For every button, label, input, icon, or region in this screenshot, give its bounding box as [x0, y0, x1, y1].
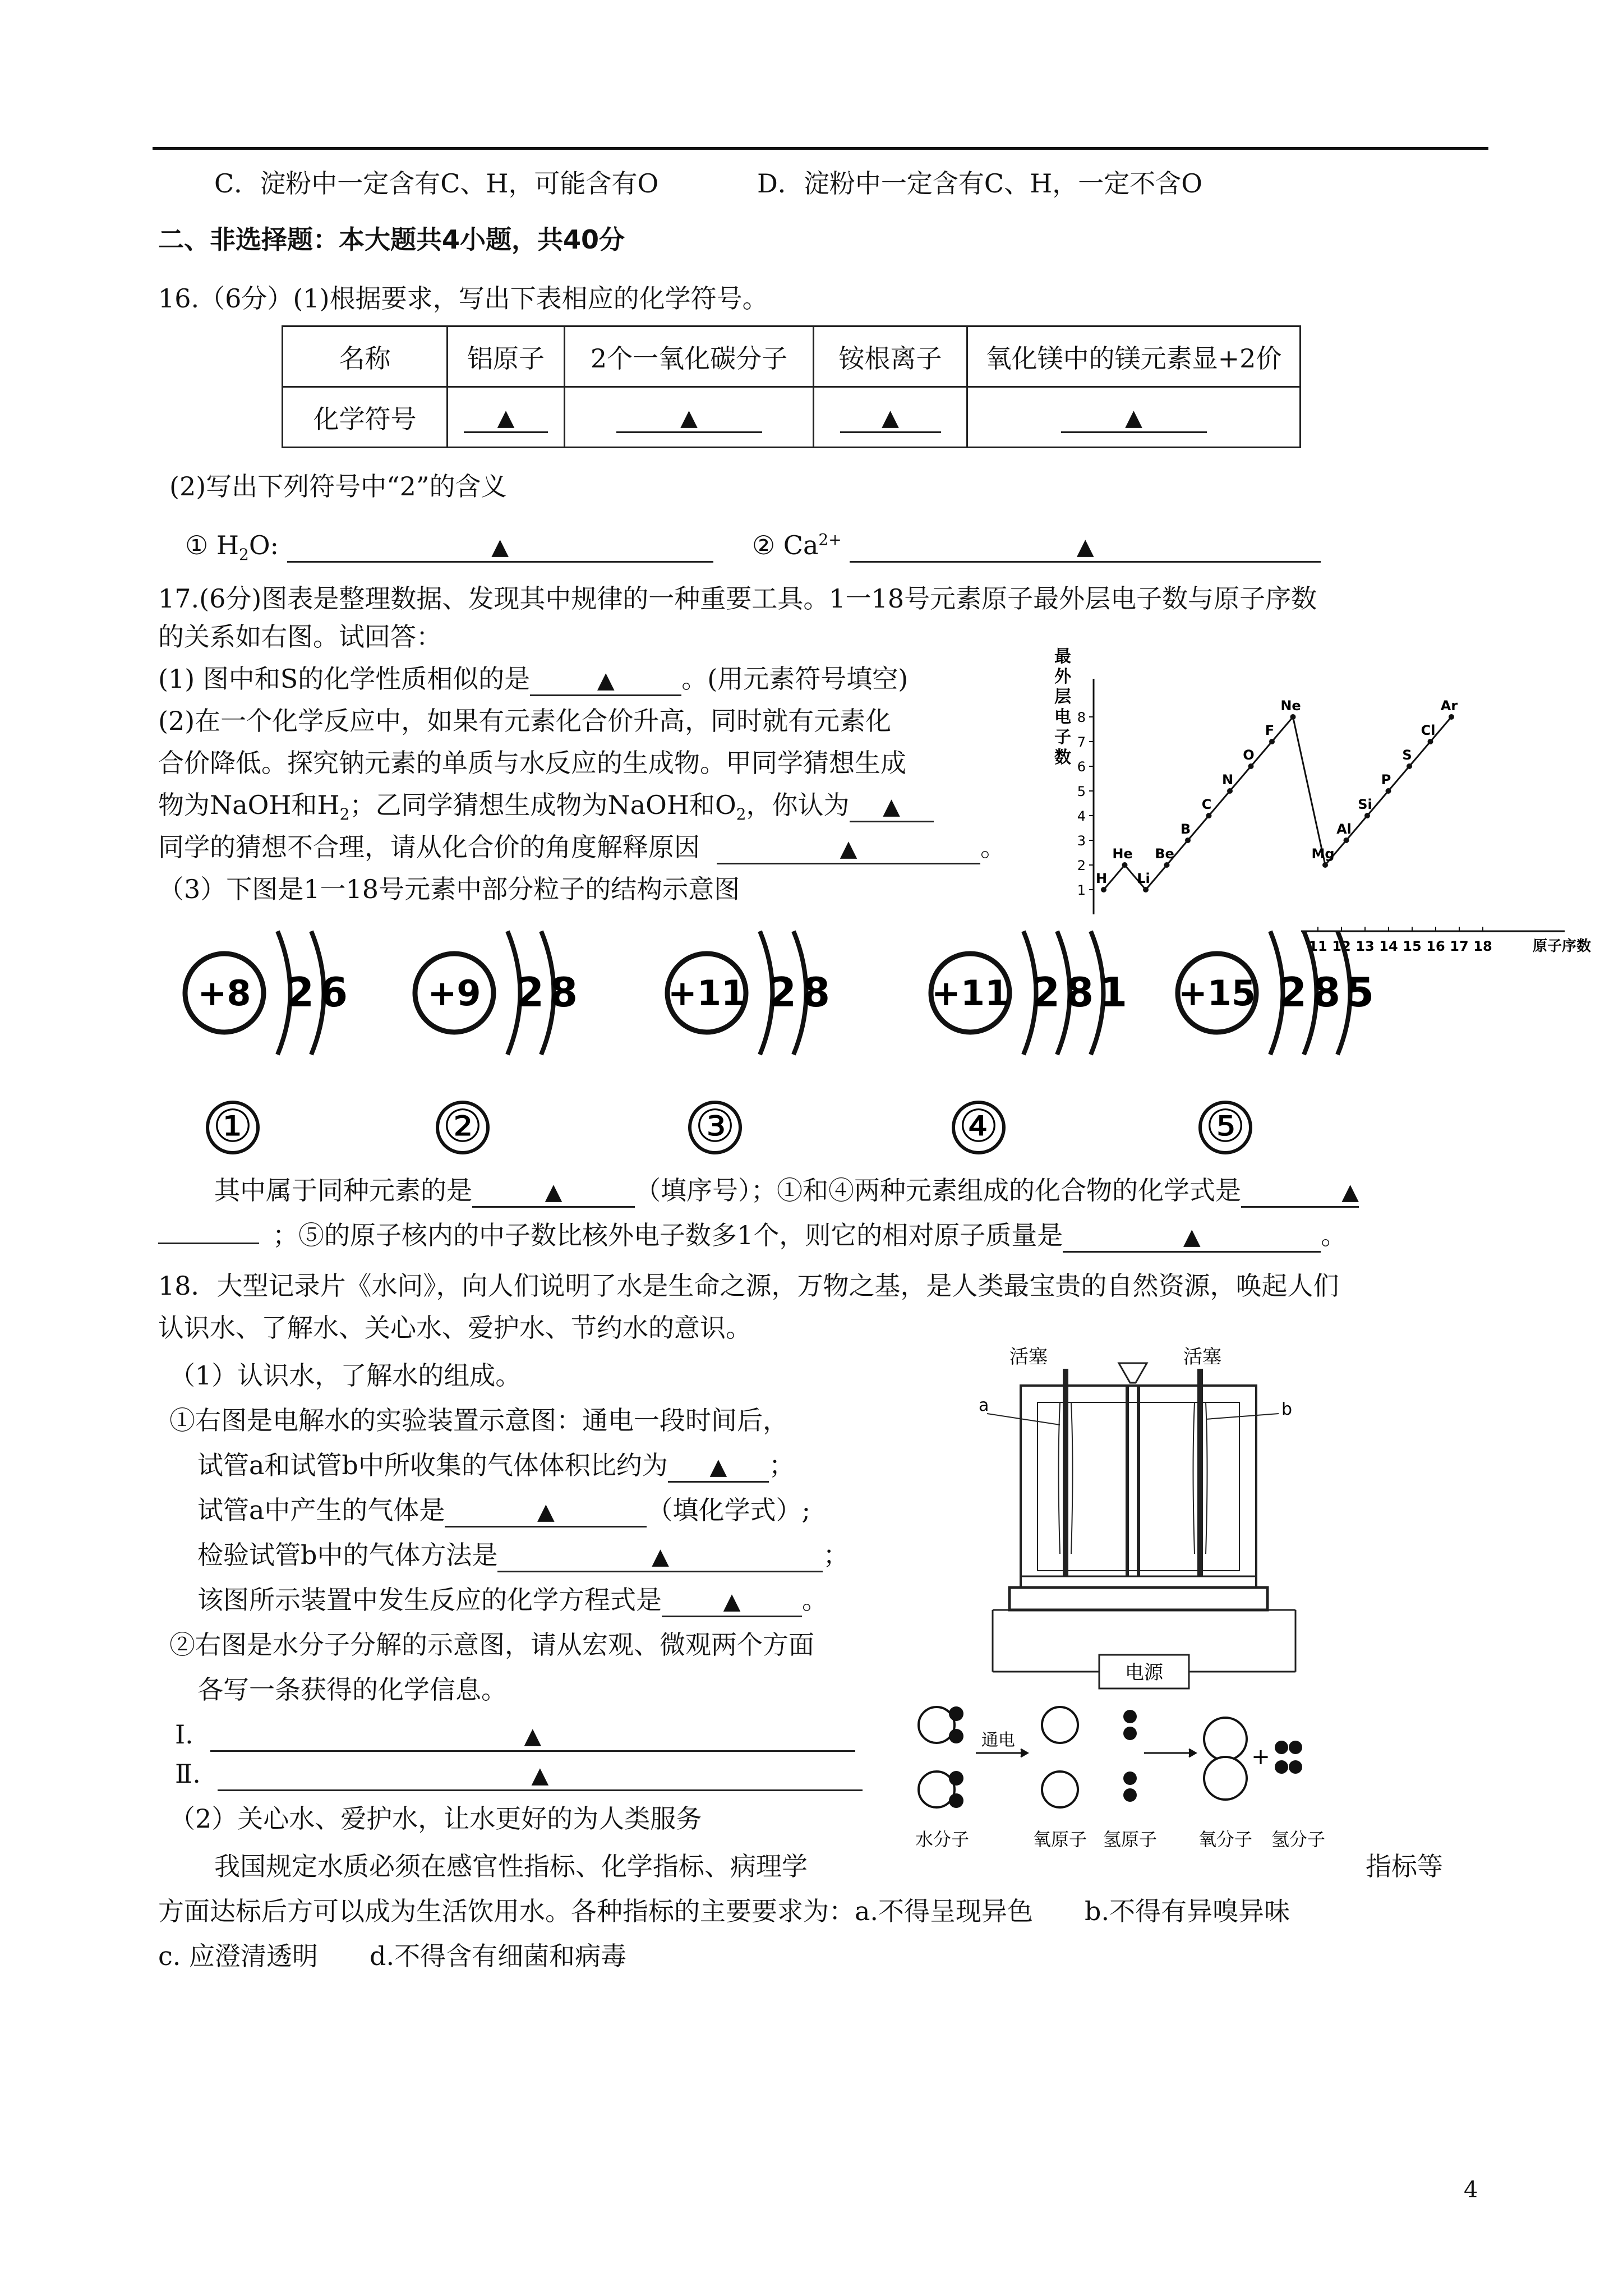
data-point: [1386, 788, 1391, 794]
q18-part2-line2: 方面达标后方可以成为生活饮用水。各种指标的主要要求为：a.不得呈现异色 b.不得有异嗅异味: [158, 1896, 1290, 1926]
q18-part1-f: ②右图是水分子分解的示意图，请从宏观、微观两个方面: [169, 1630, 814, 1660]
x-tick-label: 13: [1355, 938, 1375, 954]
q18-roman2: Ⅱ. ▲: [175, 1759, 863, 1791]
svg-text:氢原子: 氢原子: [1103, 1829, 1158, 1850]
point-label: Al: [1336, 821, 1352, 837]
data-point: [1227, 788, 1233, 794]
q18-line2: 认识水、了解水、关心水、爱护水、节约水的意识。: [158, 1313, 751, 1343]
shell-electrons: 2: [515, 969, 545, 1016]
point-label: P: [1381, 772, 1391, 788]
x-tick-label: 15: [1403, 938, 1422, 954]
option-d: D．淀粉中一定含有C、H，一定不含O: [757, 168, 1202, 199]
shell-electrons: 8: [1065, 969, 1094, 1016]
q17-line2: 的关系如右图。试回答：: [158, 622, 442, 652]
diagram-label: ⑤: [1205, 1100, 1246, 1152]
svg-text:活塞: 活塞: [1183, 1346, 1221, 1368]
q17-part2-line2: 合价降低。探究钠元素的单质与水反应的生成物。甲同学猜想生成: [158, 748, 906, 778]
shell-electrons: 2: [1031, 969, 1061, 1016]
data-point: [1322, 862, 1328, 868]
x-tick-label: 16: [1426, 938, 1445, 954]
nucleus-charge: +11: [667, 973, 746, 1014]
x-tick-label: 17: [1450, 938, 1469, 954]
q18-part2: （2）关心水、爱护水，让水更好的为人类服务: [169, 1803, 702, 1834]
data-point: [1164, 862, 1170, 868]
svg-text:水分子: 水分子: [915, 1829, 970, 1850]
point-label: Li: [1137, 871, 1150, 886]
q17-answer-line2: ；⑤的原子核内的中子数比核外电子数多1个，则它的相对原子质量是 ▲ 。: [158, 1220, 1347, 1253]
q17-part2-line4: 同学的猜想不合理，请从化合价的角度解释原因 ▲ 。: [158, 832, 1006, 864]
q18-part1: （1）认识水，了解水的组成。: [169, 1360, 522, 1391]
answer-cell: ▲: [448, 387, 565, 448]
table-header: 铵根离子: [814, 326, 967, 387]
point-label: Cl: [1421, 723, 1436, 738]
q16-stem: 16.（6分）(1)根据要求，写出下表相应的化学符号。: [158, 283, 768, 314]
q16-item1: ① $H_2O$: ▲ ② $Ca^{2+}$ ▲: [185, 530, 1321, 564]
y-tick-label: 7: [1077, 734, 1086, 750]
shell-electrons: 8: [1312, 969, 1341, 1016]
point-label: Si: [1358, 797, 1372, 812]
q18-part2-line3: c. 应澄清透明 d.不得含有细菌和病毒: [158, 1941, 627, 1971]
q18-roman1: Ⅰ. ▲: [175, 1719, 855, 1752]
y-axis-label: 数: [1054, 748, 1071, 767]
option-c: C．淀粉中一定含有C、H，可能含有O: [214, 168, 659, 199]
q18-part1-b: 试管a和试管b中所收集的气体体积比约为 ▲ ；: [197, 1450, 795, 1483]
answer-cell: ▲: [565, 387, 814, 448]
table-header: 名称: [283, 326, 448, 387]
diagram-label: ④: [958, 1100, 999, 1152]
svg-text:氧分子: 氧分子: [1198, 1829, 1253, 1850]
answer-cell: ▲: [967, 387, 1301, 448]
shell-electrons: 2: [285, 969, 315, 1016]
point-label: Be: [1155, 846, 1174, 862]
nucleus-charge: +11: [931, 973, 1009, 1014]
data-point: [1101, 887, 1106, 892]
x-tick-label: 12: [1332, 938, 1351, 954]
y-tick-label: 3: [1077, 833, 1086, 849]
nucleus-charge: +8: [197, 973, 251, 1014]
table-header: 氧化镁中的镁元素显+2价: [967, 326, 1301, 387]
answer-cell: ▲: [814, 387, 967, 448]
point-label: B: [1180, 821, 1191, 837]
y-axis-label: 子: [1054, 728, 1071, 747]
diagram-label: ③: [695, 1100, 735, 1152]
point-label: F: [1265, 723, 1275, 738]
x-tick-label: 11: [1308, 938, 1327, 954]
q18-part1-a: ①右图是电解水的实验装置示意图：通电一段时间后，: [169, 1405, 789, 1435]
series-line: [1104, 717, 1451, 890]
svg-text:+: +: [1251, 1744, 1270, 1770]
table-header: 2个一氧化碳分子: [565, 326, 814, 387]
data-point: [1248, 763, 1254, 769]
q18-part1-c: 试管a中产生的气体是 ▲ （填化学式）;: [197, 1495, 810, 1527]
y-axis-label: 外: [1054, 667, 1071, 687]
table-header: 铝原子: [448, 326, 565, 387]
y-tick-label: 2: [1077, 858, 1086, 873]
x-tick-label: 14: [1379, 938, 1398, 954]
data-point: [1143, 887, 1149, 892]
q18-part1-e: 该图所示装置中发生反应的化学方程式是 ▲ 。: [197, 1585, 828, 1617]
y-tick-label: 1: [1077, 882, 1086, 898]
y-tick-label: 4: [1077, 808, 1086, 824]
q17-line1: 17.(6分)图表是整理数据、发现其中规律的一种重要工具。1一18号元素原子最外层电子数与原子序数: [158, 583, 1317, 614]
shell-electrons: 8: [549, 969, 578, 1016]
diagram-label: ①: [213, 1100, 253, 1152]
page-number: 4: [1464, 2177, 1478, 2203]
shell-electrons: 6: [319, 969, 348, 1016]
svg-text:通电: 通电: [981, 1731, 1015, 1750]
q18-part1-d: 检验试管b中的气体方法是 ▲ ；: [197, 1540, 849, 1572]
svg-text:b: b: [1281, 1400, 1293, 1419]
shell-electrons: 1: [1099, 969, 1128, 1016]
nucleus-charge: +9: [427, 973, 481, 1014]
nucleus-charge: +15: [1178, 973, 1256, 1014]
q16-part2: (2)写出下列符号中“2”的含义: [169, 471, 507, 501]
point-label: Ar: [1440, 698, 1458, 714]
diagram-label: ②: [442, 1100, 483, 1152]
q17-part2-line3: 物为NaOH和$H_2$；乙同学猜想生成物为NaOH和$O_2$，你认为 ▲: [158, 790, 934, 824]
symbol-table: [282, 325, 1301, 448]
point-label: S: [1402, 747, 1412, 763]
water-decomposition-diagram: [909, 1694, 1346, 1857]
data-point: [1449, 714, 1454, 720]
data-point: [1364, 813, 1370, 818]
data-point: [1344, 838, 1349, 843]
svg-text:a: a: [979, 1396, 989, 1415]
y-axis-label: 电: [1054, 707, 1071, 727]
shell-electrons: 5: [1345, 969, 1375, 1016]
q18-part2-line1b: 指标等: [1366, 1851, 1443, 1881]
point-label: C: [1201, 797, 1212, 812]
q18-part2-line1a: 我国规定水质必须在感官性指标、化学指标、病理学: [214, 1851, 808, 1881]
svg-text:氧原子: 氧原子: [1032, 1829, 1087, 1850]
y-tick-label: 5: [1077, 784, 1086, 799]
svg-text:活塞: 活塞: [1009, 1346, 1048, 1368]
data-point: [1122, 862, 1128, 868]
x-axis-label: 原子序数: [1532, 938, 1592, 955]
table-row-label: 化学符号: [283, 387, 448, 448]
point-label: Mg: [1311, 846, 1335, 862]
section-heading: 二、非选择题：本大题共4小题，共40分: [158, 224, 625, 255]
shell-electrons: 2: [768, 969, 797, 1016]
q17-part1: (1) 图中和S的化学性质相似的是 ▲ 。(用元素符号填空): [158, 664, 908, 696]
point-label: He: [1112, 846, 1133, 862]
shell-electrons: 8: [801, 969, 831, 1016]
data-point: [1407, 763, 1412, 769]
data-point: [1269, 739, 1275, 744]
electrolysis-apparatus: [976, 1346, 1324, 1688]
y-axis-label: 最: [1054, 647, 1071, 666]
data-point: [1185, 838, 1191, 843]
y-tick-label: 6: [1077, 759, 1086, 775]
shell-electrons: 2: [1278, 969, 1307, 1016]
y-tick-label: 8: [1077, 710, 1086, 725]
y-axis-label: 层: [1054, 687, 1071, 707]
point-label: N: [1221, 772, 1234, 788]
point-label: O: [1243, 747, 1255, 763]
particle-diagrams: [168, 920, 1374, 1184]
svg-text:电源: 电源: [1125, 1662, 1163, 1684]
q17-part3: （3）下图是1一18号元素中部分粒子的结构示意图: [158, 874, 740, 904]
data-point: [1290, 714, 1296, 720]
q17-answer-line1: 其中属于同种元素的是 ▲ （填序号）；①和④两种元素组成的化合物的化学式是 ▲: [214, 1175, 1359, 1208]
q17-part2-line1: (2)在一个化学反应中，如果有元素化合价升高，同时就有元素化: [158, 706, 892, 736]
svg-text:氢分子: 氢分子: [1271, 1829, 1326, 1850]
point-label: Ne: [1280, 698, 1301, 714]
x-tick-label: 18: [1473, 938, 1492, 954]
q18-line1: 18．大型记录片《水问》，向人们说明了水是生命之源，万物之基，是人类最宝贵的自然资源，唤起人们: [158, 1271, 1339, 1301]
top-rule: [153, 147, 1488, 150]
point-label: H: [1095, 871, 1108, 886]
data-point: [1206, 813, 1212, 818]
q18-part1-g: 各写一条获得的化学信息。: [197, 1674, 507, 1705]
data-point: [1428, 739, 1433, 744]
